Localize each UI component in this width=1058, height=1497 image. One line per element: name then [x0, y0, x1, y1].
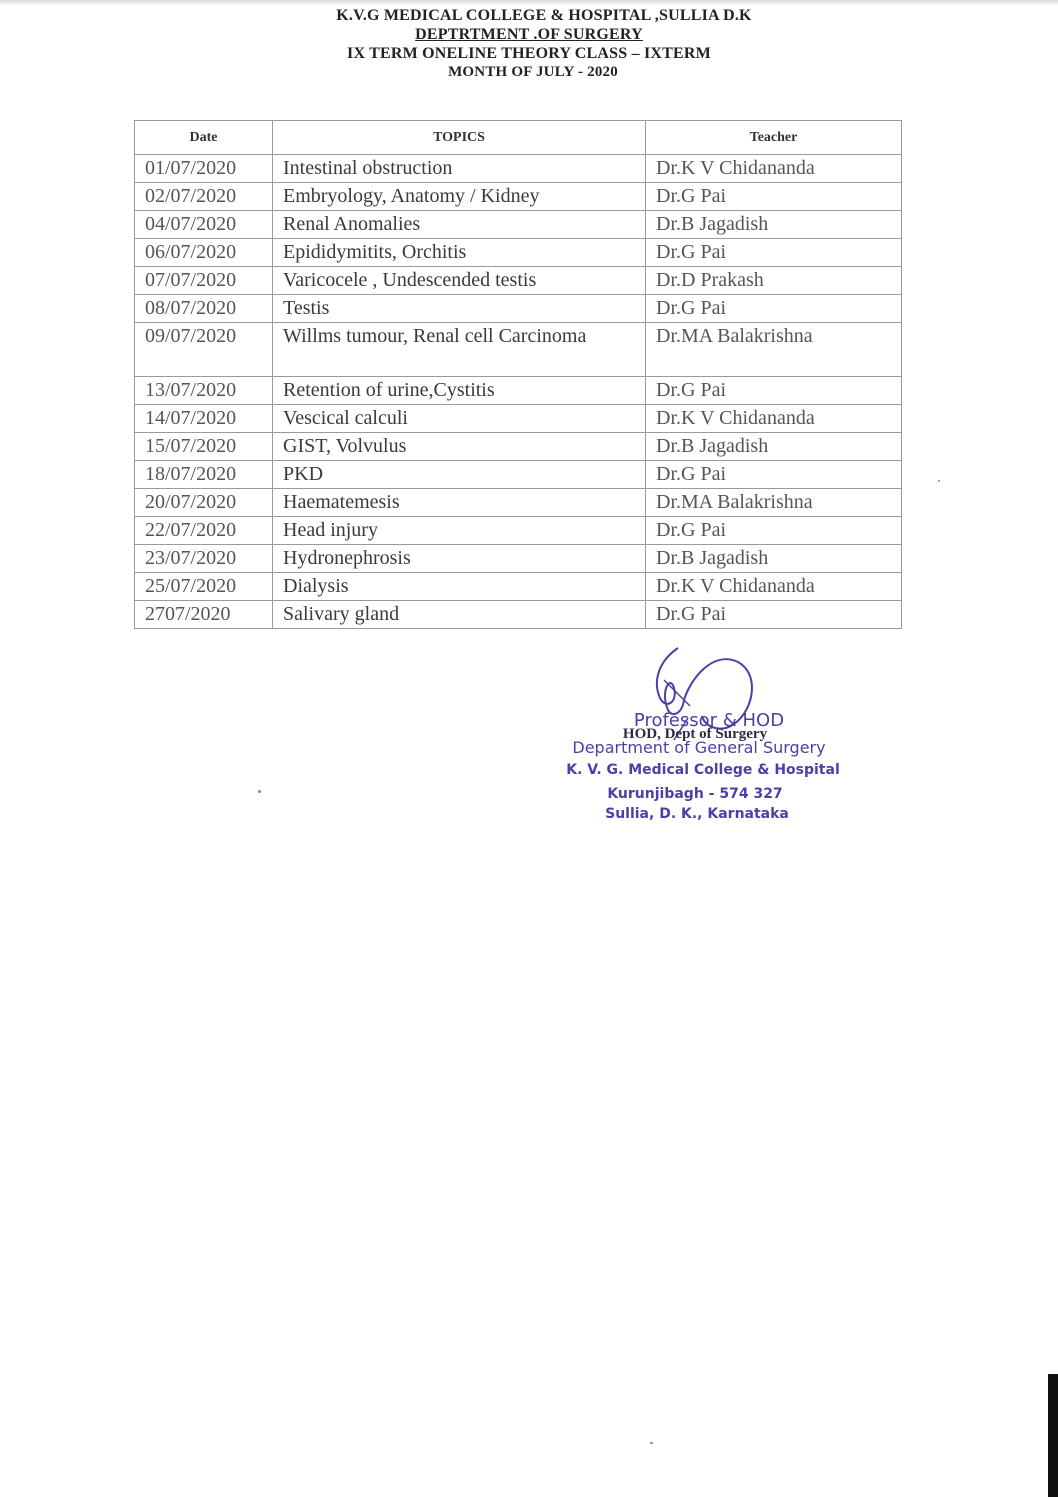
- row-topic: Hydronephrosis: [273, 545, 646, 573]
- table-row: [135, 433, 902, 461]
- document-header: [0, 6, 1058, 82]
- row-teacher: Dr.B Jagadish: [646, 211, 902, 239]
- row-topic: Embryology, Anatomy / Kidney: [273, 183, 646, 211]
- college-name: K.V.G MEDICAL COLLEGE & HOSPITAL ,SULLIA D.K: [336, 7, 752, 24]
- stamp-address: Kurunjibagh - 574 327: [607, 786, 783, 802]
- scan-speck: [258, 790, 261, 793]
- table-row: [135, 405, 902, 433]
- row-topic: Willms tumour, Renal cell Carcinoma: [273, 323, 646, 377]
- table-row: [135, 323, 902, 377]
- table-row: [135, 183, 902, 211]
- stamp-title: Professor & HOD: [633, 710, 785, 731]
- row-teacher: Dr.B Jagadish: [646, 545, 902, 573]
- table-row: [135, 267, 902, 295]
- row-teacher: Dr.K V Chidananda: [646, 155, 902, 183]
- stamp-department: Department of General Surgery: [572, 738, 826, 757]
- row-date: 22/07/2020: [135, 517, 273, 545]
- row-topic: Haematemesis: [273, 489, 646, 517]
- row-teacher: Dr.G Pai: [646, 183, 902, 211]
- signed-title: HOD, Dept of Surgery: [622, 726, 768, 742]
- scan-speck: [650, 1442, 653, 1444]
- row-date: 01/07/2020: [135, 155, 273, 183]
- row-date: 14/07/2020: [135, 405, 273, 433]
- row-teacher: Dr.MA Balakrishna: [646, 323, 902, 377]
- scan-border-mark: [1048, 1374, 1058, 1497]
- row-date: 2707/2020: [135, 601, 273, 629]
- row-date: 08/07/2020: [135, 295, 273, 323]
- month-title: MONTH OF JULY - 2020: [448, 64, 618, 80]
- row-teacher: Dr.D Prakash: [646, 267, 902, 295]
- row-topic: Renal Anomalies: [273, 211, 646, 239]
- row-topic: Head injury: [273, 517, 646, 545]
- row-date: 06/07/2020: [135, 239, 273, 267]
- row-topic: Varicocele , Undescended testis: [273, 267, 646, 295]
- row-teacher: Dr.G Pai: [646, 239, 902, 267]
- table-row: [135, 461, 902, 489]
- row-topic: Epididymitits, Orchitis: [273, 239, 646, 267]
- row-date: 09/07/2020: [135, 323, 273, 377]
- row-teacher: Dr.G Pai: [646, 295, 902, 323]
- table-row: [135, 155, 902, 183]
- row-teacher: Dr.K V Chidananda: [646, 573, 902, 601]
- row-topic: Vescical calculi: [273, 405, 646, 433]
- row-date: 04/07/2020: [135, 211, 273, 239]
- schedule-table: [134, 120, 902, 629]
- row-topic: Salivary gland: [273, 601, 646, 629]
- scan-speck: [938, 480, 940, 482]
- row-date: 18/07/2020: [135, 461, 273, 489]
- row-teacher: Dr.G Pai: [646, 517, 902, 545]
- stamp-institution: K. V. G. Medical College & Hospital: [566, 762, 840, 778]
- row-teacher: Dr.G Pai: [646, 461, 902, 489]
- row-topic: Testis: [273, 295, 646, 323]
- column-header-date: Date: [135, 121, 273, 155]
- column-header-topics: TOPICS: [273, 121, 646, 155]
- row-teacher: Dr.G Pai: [646, 377, 902, 405]
- row-date: 07/07/2020: [135, 267, 273, 295]
- row-topic: GIST, Volvulus: [273, 433, 646, 461]
- row-topic: Retention of urine,Cystitis: [273, 377, 646, 405]
- column-header-teacher: Teacher: [646, 121, 902, 155]
- row-date: 20/07/2020: [135, 489, 273, 517]
- table-row: [135, 239, 902, 267]
- row-teacher: Dr.G Pai: [646, 601, 902, 629]
- row-date: 02/07/2020: [135, 183, 273, 211]
- row-topic: PKD: [273, 461, 646, 489]
- row-teacher: Dr.B Jagadish: [646, 433, 902, 461]
- table-header-row: [135, 121, 902, 155]
- stamp-location: Sullia, D. K., Karnataka: [605, 806, 789, 822]
- table-row: [135, 211, 902, 239]
- table-row: [135, 377, 902, 405]
- row-date: 15/07/2020: [135, 433, 273, 461]
- row-topic: Dialysis: [273, 573, 646, 601]
- row-date: 23/07/2020: [135, 545, 273, 573]
- table-row: [135, 545, 902, 573]
- row-date: 25/07/2020: [135, 573, 273, 601]
- row-teacher: Dr.MA Balakrishna: [646, 489, 902, 517]
- table-row: [135, 489, 902, 517]
- table-row: [135, 601, 902, 629]
- signature-stamp-block: [540, 640, 850, 830]
- table-row: [135, 517, 902, 545]
- table-row: [135, 295, 902, 323]
- class-title: IX TERM ONELINE THEORY CLASS – IXTERM: [347, 45, 711, 62]
- row-date: 13/07/2020: [135, 377, 273, 405]
- table-row: [135, 573, 902, 601]
- department-name: DEPTRTMENT .OF SURGERY: [415, 26, 643, 43]
- row-topic: Intestinal obstruction: [273, 155, 646, 183]
- row-teacher: Dr.K V Chidananda: [646, 405, 902, 433]
